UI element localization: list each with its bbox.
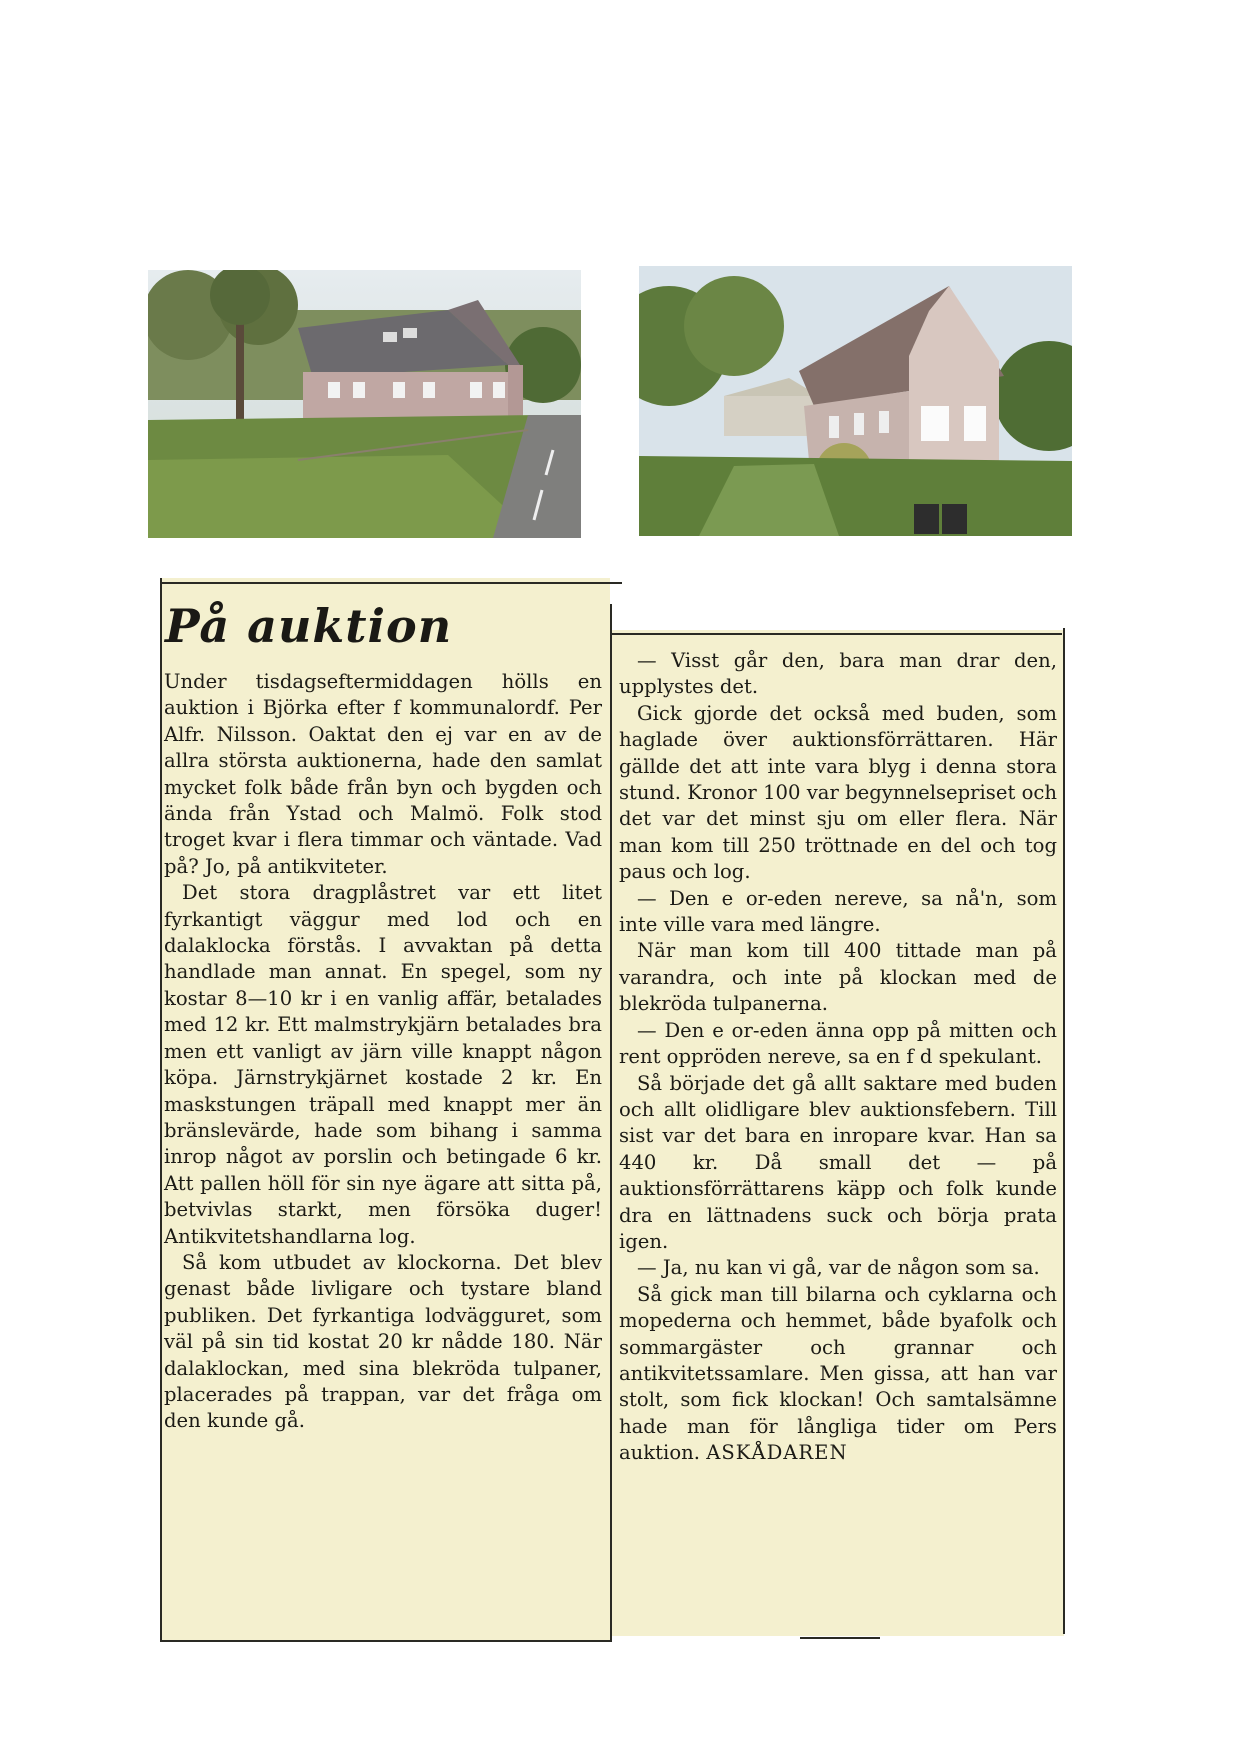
paragraph: — Den e or-eden änna opp på mitten och rent oppröden nereve, sa en f d spekulant. bbox=[619, 1018, 1057, 1069]
bottom-rule bbox=[162, 1640, 612, 1642]
paragraph bbox=[619, 1282, 1057, 1467]
house-photo-roadside bbox=[148, 270, 581, 538]
article-column-right bbox=[619, 648, 1057, 1467]
left-column-border bbox=[160, 578, 162, 1642]
top-rule-left bbox=[162, 582, 622, 584]
end-rule bbox=[800, 1637, 880, 1639]
paragraph: — Visst går den, bara man drar den, upplystes det. bbox=[619, 649, 1057, 699]
top-rule-right bbox=[612, 633, 1062, 635]
paragraph: Det stora dragplåstret var ett litet fyrkantigt väggur med lod och en dalaklocka förstås. I avvaktan på detta handlade man annat. En spegel, som ny kostar 8—10 kr i en vanlig affär, betalades med 12 kr. Ett malmstrykjärn betalades bra men ett vanligt av järn ville knappt någon köpa. Järnstrykjärnet kostade 2 kr. En maskstungen träpall med knappt mer än bränslevärde, hade som bihang i samma inrop något av porslin och betingade 6 kr. Att pallen höll för sin nye ägare att sitta på, betvivlas starkt, men försöka duger! Antikvitetshandlarna log. bbox=[164, 881, 602, 1248]
paragraph: — Ja, nu kan vi gå, var de någon som sa. bbox=[637, 1256, 1040, 1280]
article-column-left bbox=[164, 669, 602, 1435]
paragraph: När man kom till 400 tittade man på varandra, och inte på klockan med de blekröda tulpanerna. bbox=[619, 939, 1057, 1016]
paragraph: Så kom utbudet av klockorna. Det blev genast både livligare och tystare bland publiken. Det fyrkantiga lodvägguret, som väl på sin tid kostat 20 kr nådde 180. När dalaklockan, med sina blekröda tulpaner, placerades på trappan, var det fråga om den kunde gå. bbox=[164, 1250, 602, 1433]
article-headline: På auktion bbox=[165, 599, 453, 653]
paragraph: Gick gjorde det också med buden, som haglade över auktionsförrättaren. Här gällde det att inte vara blyg i denna stora stund. Kronor 100 var begynnelsepriset och det var det minst sju om eller flera. När man kom till 250 tröttnade en del och tog paus och log. bbox=[619, 701, 1057, 884]
right-column-border bbox=[1063, 628, 1065, 1634]
column-divider bbox=[610, 604, 612, 1640]
paragraph: — Den e or-eden nereve, sa nå'n, som inte ville vara med längre. bbox=[619, 886, 1057, 937]
house-photo-garden bbox=[639, 266, 1072, 536]
paragraph-text: Så gick man till bilarna och cyklarna och mopederna och hemmet, både byafolk och sommargäster och grannar och antikvitetssamlare. Men gissa, att han var stolt, som fick klockan! Och samtalsämne hade man för långliga tider om Pers auktion. bbox=[619, 1282, 1057, 1465]
article-signature: ASKÅDAREN bbox=[706, 1441, 848, 1465]
paragraph: Så började det gå allt saktare med buden och allt olidligare blev auktionsfebern. Till sist var det bara en inropare kvar. Han sa 440 kr. Då small det — på auktionsförrättarens käpp och folk kunde dra en lättnadens suck och börja prata igen. bbox=[619, 1071, 1057, 1253]
paragraph: Under tisdagseftermiddagen hölls en auktion i Björka efter f kommunalordf. Per Alfr. Nilsson. Oaktat den ej var en av de allra största auktionerna, hade den samlat mycket folk både från byn och bygden och ända från Ystad och Malmö. Folk stod troget kvar i flera timmar och väntade. Vad på? Jo, på antikviteter. bbox=[164, 670, 602, 878]
